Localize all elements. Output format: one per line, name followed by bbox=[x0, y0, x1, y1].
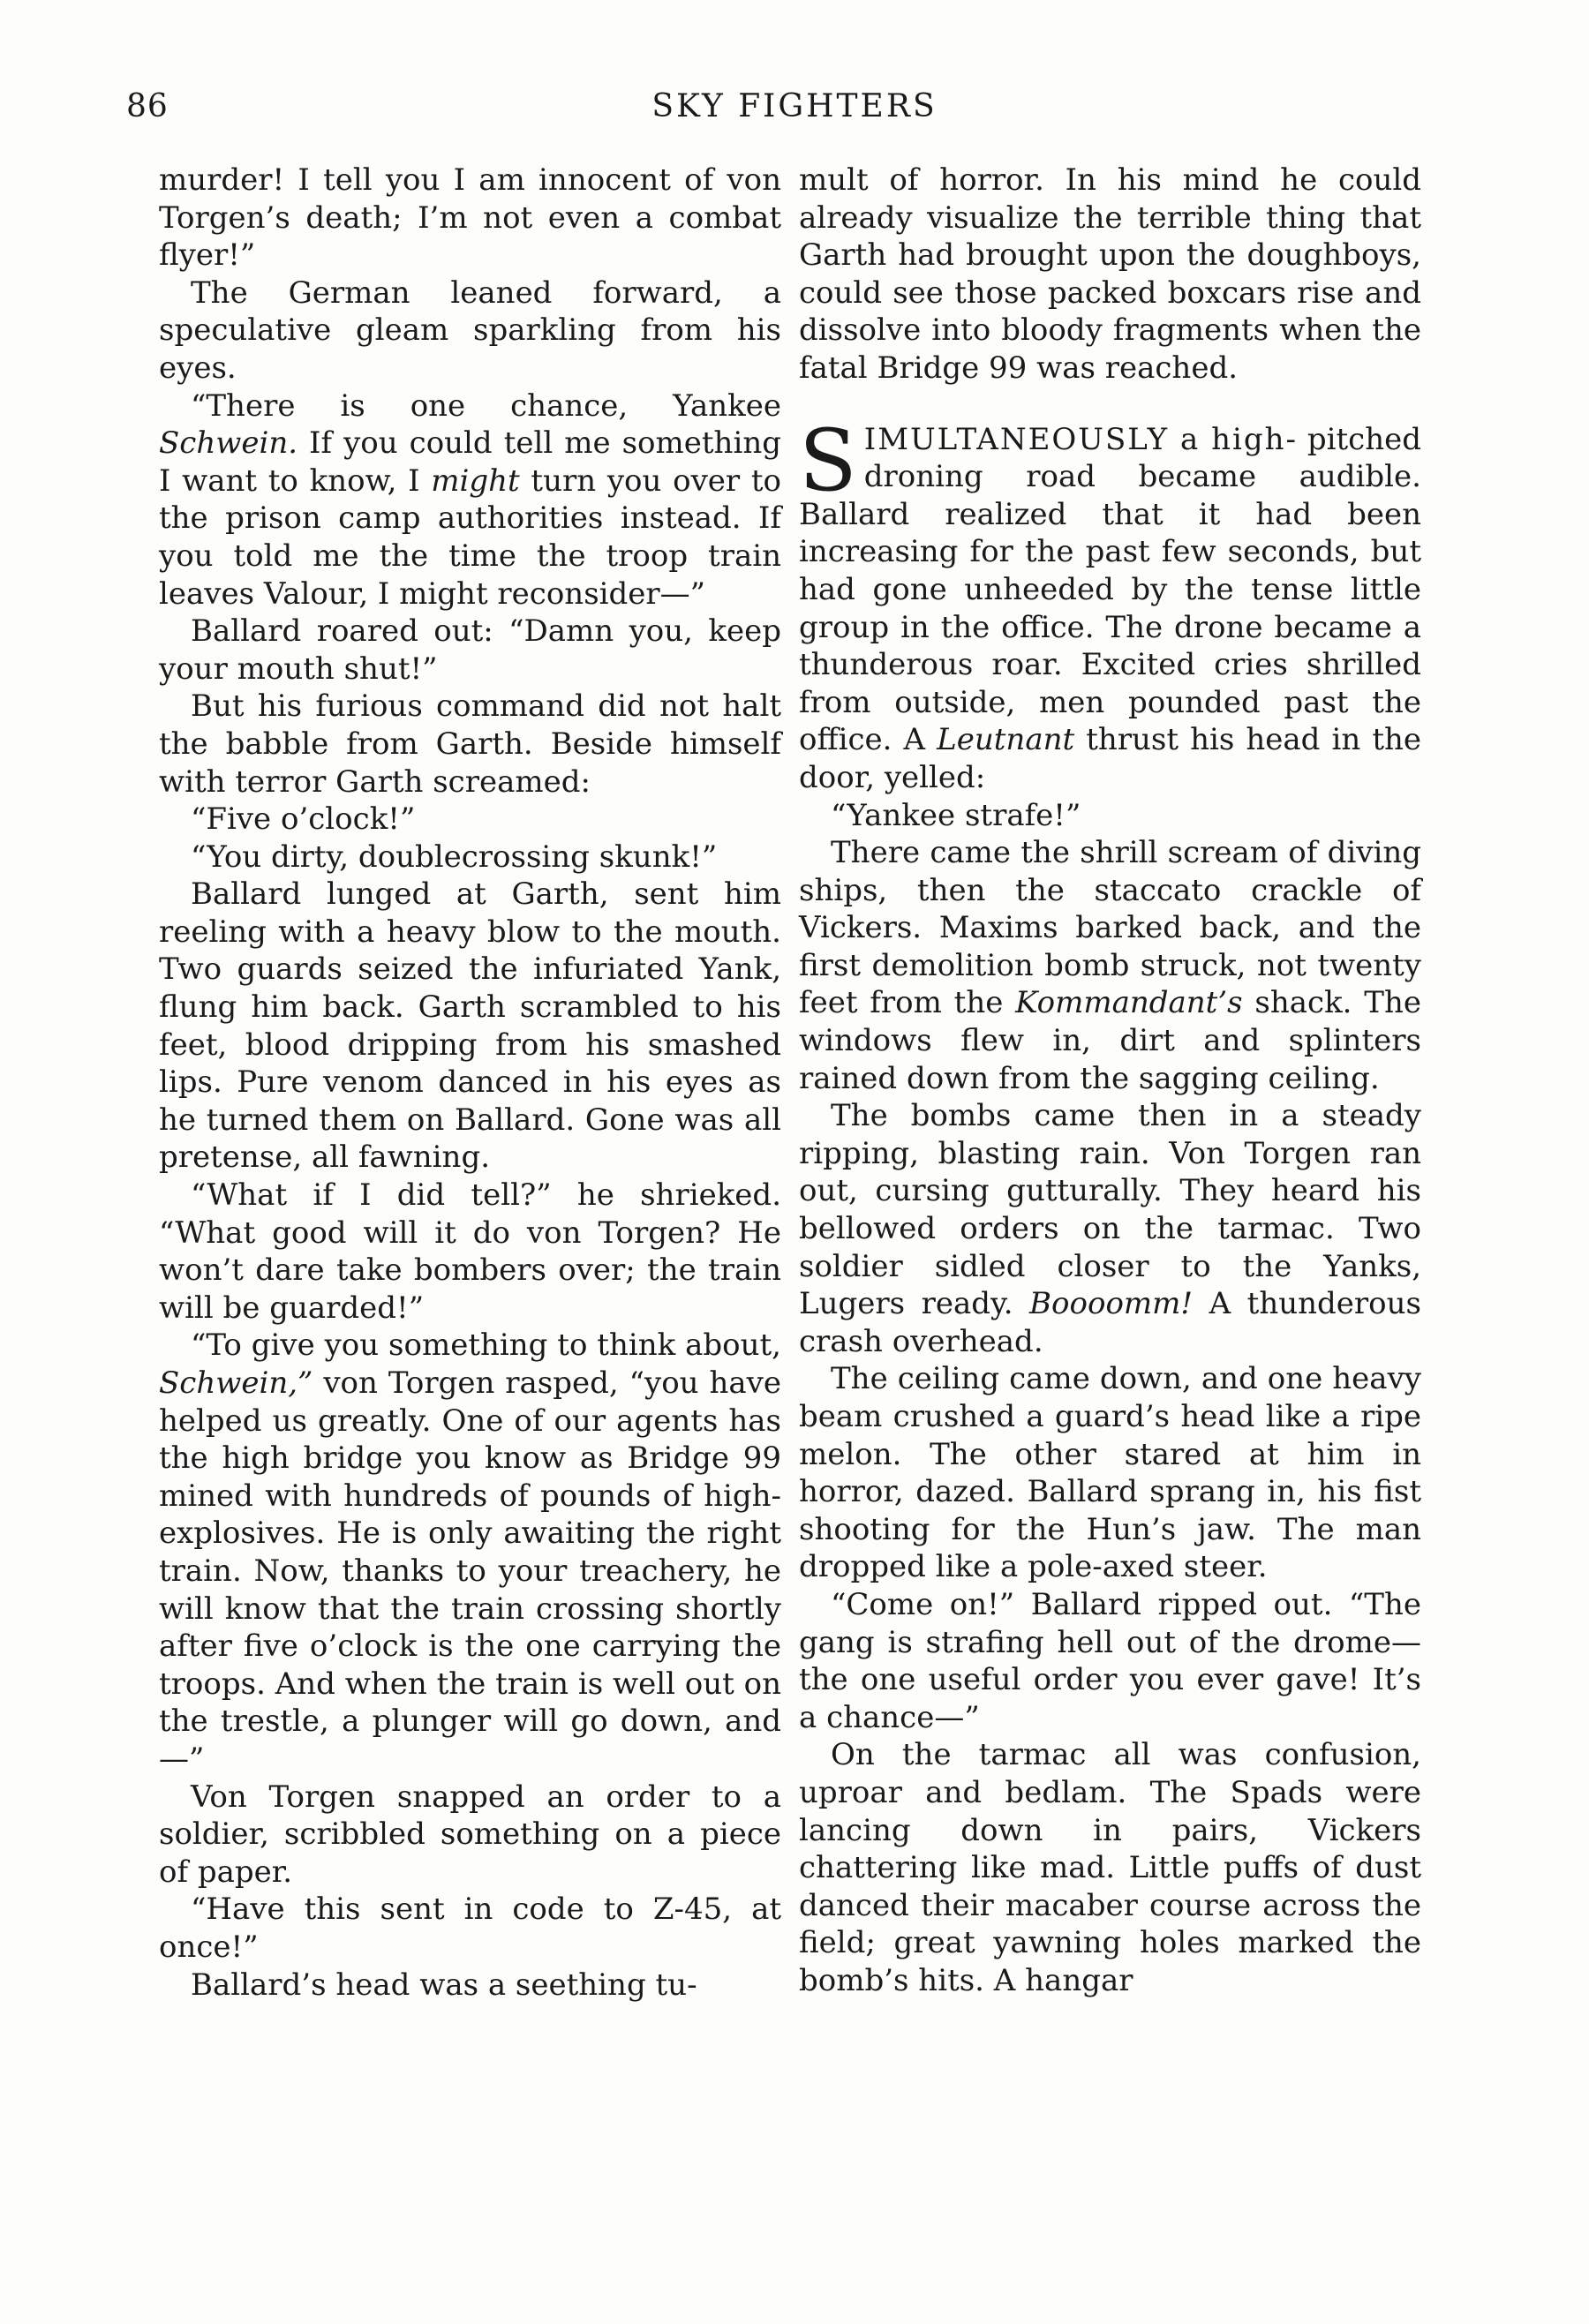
paragraph bbox=[159, 613, 781, 688]
paragraph-text: The ceiling came down, and one heavy beam crushed a guard’s head like a ripe melon. The other stared at him in horror, dazed. Ballard sprang in, his fist shooting for the Hun’s jaw. The man dropped like a pole-axed steer. bbox=[799, 1361, 1421, 1585]
paragraph bbox=[799, 162, 1421, 387]
italic-word: Schwein,” bbox=[159, 1365, 313, 1401]
paragraph-text: “What if I did tell?” he shrieked. “What good will it do von Torgen? He won’t dare take bombers over; the train will be guarded!” bbox=[159, 1177, 781, 1326]
paragraph bbox=[159, 876, 781, 1177]
paragraph-text: mult of horror. In his mind he could already visualize the terrible thing that Garth had brought upon the doughboys, could see those packed boxcars rise and dissolve into bloody fragments when the fatal Bridge 99 was reached. bbox=[799, 162, 1421, 386]
paragraph bbox=[159, 162, 781, 275]
right-column bbox=[799, 162, 1421, 2000]
italic-word: Kommandant’s bbox=[1015, 985, 1243, 1021]
paragraph bbox=[799, 1360, 1421, 1586]
paragraph-text: A thunderous crash overhead. bbox=[799, 1286, 1421, 1359]
small-caps-lead: IMULTANEOUSLY a high- bbox=[863, 421, 1298, 457]
paragraph-text: “Have this sent in code to Z-45, at once!” bbox=[159, 1892, 781, 1965]
paragraph-text: “There is one chance, Yankee bbox=[191, 387, 781, 424]
paragraph-text: pitched droning road became audible. Ballard realized that it had been increasing for the past few seconds, but had gone unheeded by the tense little group in the office. The drone became a thunderous roar. Excited cries shrilled from outside, men pounded past the office. A bbox=[799, 421, 1422, 758]
paragraph-text: “To give you something to think about, bbox=[191, 1327, 781, 1364]
paragraph bbox=[159, 688, 781, 801]
paragraph-text: “You dirty, doublecrossing skunk!” bbox=[191, 839, 718, 875]
page-number: 86 bbox=[126, 88, 169, 124]
drop-cap: S bbox=[799, 410, 857, 510]
paragraph-text: But his furious command did not halt the babble from Garth. Beside himself with terror Garth screamed: bbox=[159, 688, 781, 800]
paragraph-text: There came the shrill scream of diving ships, then the staccato crackle of Vickers. Maxims barked back, and the first demolition bomb struck, not twenty feet from the bbox=[799, 835, 1421, 1021]
paragraph-text: “Come on!” Ballard ripped out. “The gang is strafing hell out of the drome—the one useful order you ever gave! It’s a chance—” bbox=[799, 1586, 1421, 1735]
paragraph-text: von Torgen rasped, “you have helped us greatly. One of our agents has the high bridge you know as Bridge 99 mined with hundreds of pounds of high-explosives. He is only awaiting the right train. Now, thanks to your treachery, he will know that the train crossing shortly after five o’clock is the one carrying the troops. And when the train is well out on the trestle, a plunger will go down, and—” bbox=[159, 1365, 781, 1777]
paragraph bbox=[159, 387, 781, 613]
paragraph-text: The German leaned forward, a speculative gleam sparkling from his eyes. bbox=[159, 275, 781, 386]
italic-word: Boooomm! bbox=[1029, 1286, 1194, 1322]
paragraph bbox=[159, 801, 781, 839]
section-opening-paragraph bbox=[799, 410, 1422, 797]
italic-word: Leutnant bbox=[937, 722, 1075, 758]
paragraph-text: murder! I tell you I am innocent of von Torgen’s death; I’m not even a combat flyer!” bbox=[159, 162, 781, 274]
paragraph-text: On the tarmac all was confusion, uproar and bedlam. The Spads were lancing down in pairs, Vickers chattering like mad. Little puffs of dust danced their macaber course across the field; great yawning holes marked the bomb’s hits. A hangar bbox=[799, 1737, 1421, 1998]
paragraph-text: Von Torgen snapped an order to a soldier, scribbled something on a piece of paper. bbox=[159, 1779, 781, 1890]
paragraph bbox=[159, 1779, 781, 1892]
paragraph bbox=[159, 1177, 781, 1327]
paragraph bbox=[799, 1586, 1421, 1736]
italic-word: Schwein. bbox=[159, 425, 298, 462]
paragraph-text: Ballard’s head was a seething tu- bbox=[191, 1967, 697, 2003]
left-column bbox=[159, 162, 781, 2004]
paragraph bbox=[159, 1327, 781, 1778]
paragraph bbox=[799, 1097, 1421, 1360]
paragraph bbox=[159, 839, 781, 876]
paragraph bbox=[159, 1891, 781, 1966]
paragraph bbox=[159, 1967, 781, 2004]
paragraph bbox=[799, 834, 1421, 1097]
paragraph-text: thrust his head in the door, yelled: bbox=[799, 722, 1422, 795]
paragraph-text: Ballard roared out: “Damn you, keep your mouth shut!” bbox=[159, 613, 781, 687]
paragraph-text: shack. The windows flew in, dirt and splinters rained down from the sagging ceiling. bbox=[799, 985, 1421, 1096]
paragraph bbox=[799, 797, 1421, 835]
running-title: SKY FIGHTERS bbox=[651, 88, 938, 124]
paragraph-text: turn you over to the prison camp authorities instead. If you told me the time the troop train leaves Valour, I might reconsider—” bbox=[159, 463, 782, 612]
italic-word: might bbox=[431, 463, 520, 499]
paragraph-text: “Five o’clock!” bbox=[191, 801, 416, 838]
paragraph bbox=[159, 275, 781, 387]
paragraph-text: If you could tell me something I want to know, I bbox=[159, 425, 781, 499]
paragraph-text: Ballard lunged at Garth, sent him reeling with a heavy blow to the mouth. Two guards seized the infuriated Yank, flung him back. Garth scrambled to his feet, blood dripping from his smashed lips. Pure venom danced in his eyes as he turned them on Ballard. Gone was all pretense, all fawning. bbox=[159, 876, 781, 1176]
paragraph-text: The bombs came then in a steady ripping, blasting rain. Von Torgen ran out, cursing gutturally. They heard his bellowed orders on the tarmac. Two soldier sidled closer to the Yanks, Lugers ready. bbox=[799, 1098, 1421, 1322]
paragraph bbox=[799, 1736, 1421, 1999]
paragraph-text: “Yankee strafe!” bbox=[831, 797, 1081, 833]
